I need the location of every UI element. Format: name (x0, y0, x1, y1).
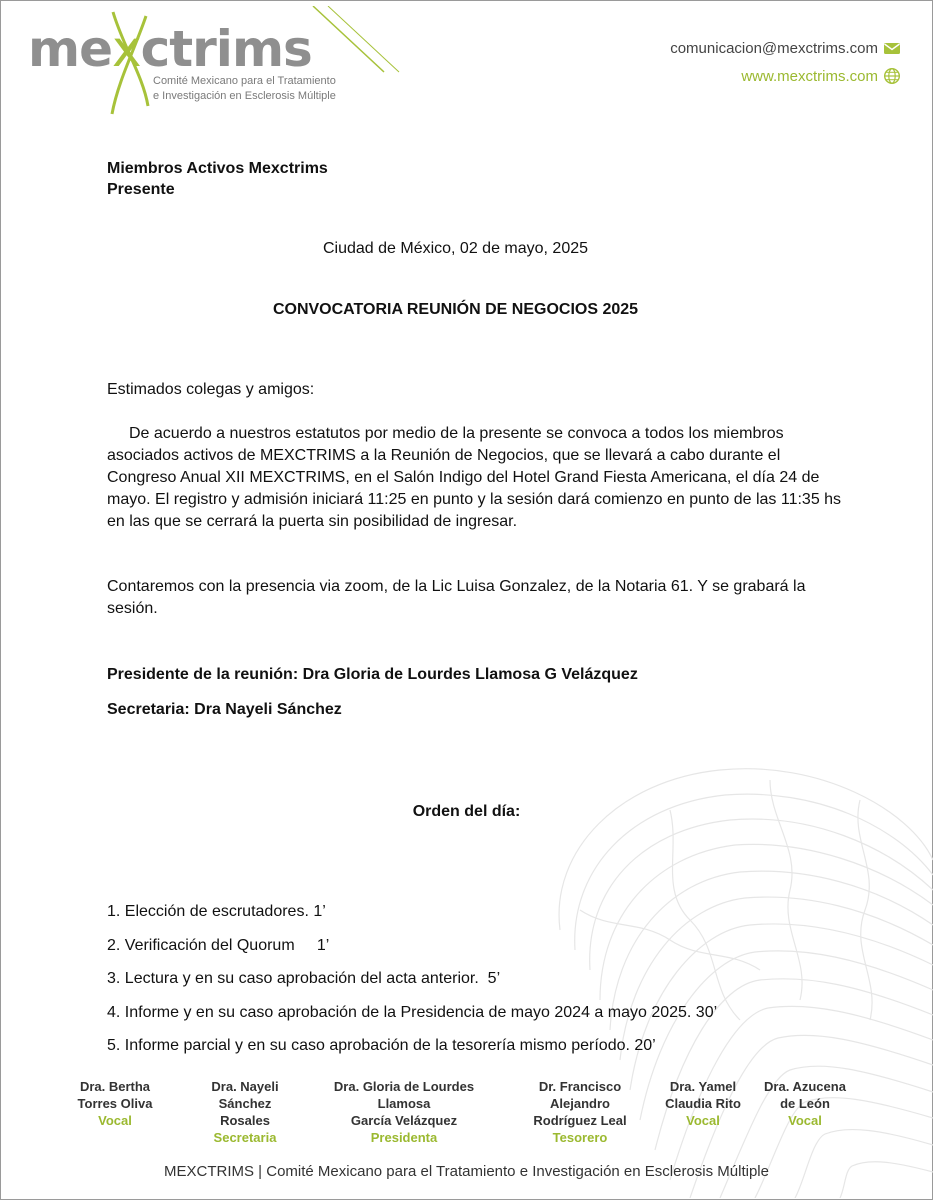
addressee-line2: Presente (107, 181, 175, 198)
meeting-president: Presidente de la reunión: Dra Gloria de Lourdes Llamosa G Velázquez (107, 666, 638, 683)
agenda-item: 5. Informe parcial y en su caso aprobación de la tesorería mismo período. 20’ (107, 1037, 656, 1054)
document-title: CONVOCATORIA REUNIÓN DE NEGOCIOS 2025 (272, 301, 639, 318)
addressee (107, 158, 328, 200)
signatory (756, 1078, 854, 1129)
logo-x-letter: x (112, 20, 141, 78)
signatory-role: Vocal (98, 1113, 132, 1128)
signatory-name: Dr. Francisco Alejandro Rodríguez Leal (533, 1079, 627, 1128)
contact-block (670, 34, 901, 90)
logo-subtitle-line1: Comité Mexicano para el Tratamiento (153, 75, 336, 87)
email-row[interactable] (670, 34, 901, 62)
globe-icon (883, 67, 901, 85)
place-date: Ciudad de México, 02 de mayo, 2025 (322, 240, 589, 257)
signatory-role: Secretaria (213, 1130, 277, 1145)
addressee-line1: Miembros Activos Mexctrims (107, 160, 328, 177)
agenda-title: Orden del día: (412, 803, 521, 820)
paragraph-notary: Contaremos con la presencia via zoom, de la Lic Luisa Gonzalez, de la Notaria 61. Y se grabará la sesión. (107, 578, 806, 617)
signatory (190, 1078, 300, 1146)
website-link[interactable]: www.mexctrims.com (741, 67, 878, 85)
email-link[interactable]: comunicacion@mexctrims.com (670, 39, 878, 57)
signatory-name: Dra. Yamel Claudia Rito (665, 1079, 741, 1111)
signatory (319, 1078, 489, 1146)
signatory-name: Dra. Bertha Torres Oliva (77, 1079, 153, 1111)
logo-subtitle (153, 74, 336, 104)
paragraph-convocation: De acuerdo a nuestros estatutos por medio de la presente se convoca a todos los miembros asociados activos de MEXCTRIMS a la Reunión de Negocios, que se llevará a cabo durante el Congreso Anual XII MEXCTRIMS, en el Salón Indigo del Hotel Grand Fiesta Americana, el día 24 de mayo. El registro y admisión iniciará 11:25 en punto y la sesión dará comienzo en punto de las 11:35 hs en las que se cerrará la puerta sin posibilidad de ingresar. (107, 425, 842, 530)
meeting-secretary: Secretaria: Dra Nayeli Sánchez (107, 701, 342, 718)
signatory-role: Vocal (788, 1113, 822, 1128)
agenda-item: 1. Elección de escrutadores. 1’ (107, 903, 326, 920)
signatory-name: Dra. Nayeli Sánchez Rosales (211, 1079, 279, 1128)
signatory (60, 1078, 170, 1129)
agenda-item: 2. Verificación del Quorum 1’ (107, 936, 330, 954)
signatory-name: Dra. Gloria de Lourdes Llamosa García Velázquez (333, 1079, 475, 1128)
logo-subtitle-line2: e Investigación en Esclerosis Múltiple (153, 90, 336, 102)
signatory-role: Presidenta (370, 1130, 438, 1145)
footer: MEXCTRIMS | Comité Mexicano para el Tratamiento e Investigación en Esclerosis Múltiple (164, 1163, 769, 1180)
logo-wordmark: mexctrims (28, 20, 312, 78)
signatory (652, 1078, 754, 1129)
signatory (515, 1078, 645, 1146)
signatory-role: Tesorero (552, 1130, 608, 1145)
signatory-name: Dra. Azucena de León (764, 1079, 846, 1111)
mexctrims-logo (28, 6, 408, 121)
signatory-role: Vocal (686, 1113, 720, 1128)
envelope-icon (883, 39, 901, 57)
signatories (0, 1078, 933, 1148)
agenda-item: 4. Informe y en su caso aprobación de la Presidencia de mayo 2024 a mayo 2025. 30’ (107, 1003, 718, 1021)
agenda-list (107, 903, 717, 1071)
website-row[interactable] (670, 62, 901, 90)
agenda-item: 3. Lectura y en su caso aprobación del acta anterior. 5’ (107, 970, 501, 987)
greeting: Estimados colegas y amigos: (107, 381, 315, 398)
